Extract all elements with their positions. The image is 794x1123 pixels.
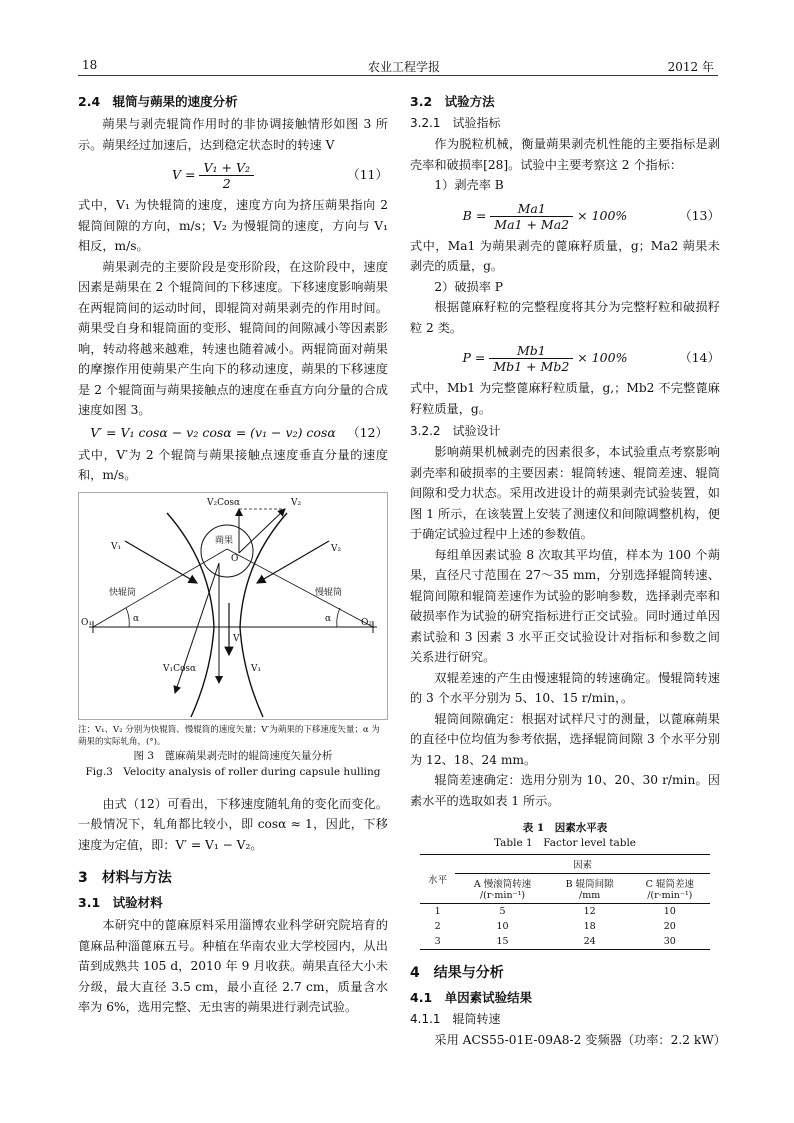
alpha-left-arc: [126, 608, 129, 627]
figure-caption-en: Fig.3 Velocity analysis of roller during capsule hulling: [85, 765, 381, 778]
section-3-2-title: 3.2 试验方法: [410, 94, 495, 109]
table-cell: 1: [420, 904, 455, 920]
capsule-circle: [201, 525, 253, 577]
figure-3-velocity-diagram: [78, 492, 388, 720]
equation-number: （11）: [347, 167, 388, 182]
right-column: [410, 90, 726, 1051]
eq14-numerator: Mb1: [489, 343, 573, 359]
eq11-lhs: V =: [172, 167, 196, 182]
table-header-factor: 因素: [455, 855, 710, 874]
slow-roller-arc: [240, 513, 287, 717]
equation-number: （13）: [679, 207, 720, 223]
figure-note: 注：V₁、V₂ 分别为快辊筒、慢辊筒的速度矢量；V′为蒴果的下移速度矢量；α 为蒴果的实际轧角，(°)。: [78, 724, 380, 747]
eq13-denominator: Ma1 + Ma2: [494, 216, 570, 232]
paragraph: 采用 ACS55-01E-09A8-2 变频器（功率：2.2 kW）: [434, 1033, 726, 1047]
paragraph: 根据蓖麻籽粒的完整程度将其分为完整籽粒和破损籽粒 2 类。: [410, 300, 720, 335]
velocity-diagram-svg: [79, 493, 387, 719]
eq13-numerator: Ma1: [490, 201, 573, 217]
eq14-denominator: Mb1 + Mb2: [493, 359, 570, 374]
table-caption-en: Table 1 Factor level table: [493, 837, 637, 849]
paragraph: 辊筒间隙确定：根据对试样尺寸的测量，以蓖麻蒴果的直径中位均值为参考依据，选择辊筒间隙 3 个水平分别为 12、18、24 mm。: [410, 711, 720, 767]
paragraph: 蒴果与剥壳辊筒作用时的非协调接触情形如图 3 所示。蒴果经过加速后，达到稳定状态时的转速 V: [78, 117, 388, 152]
paragraph: 辊筒差速确定：选用分别为 10、20、30 r/min。因素水平的选取如表 1 所示。: [410, 773, 720, 808]
paragraph: 本研究中的蓖麻原料采用淄博农业科学研究院培育的蓖麻品种淄蓖麻五号。种植在华南农业大学校园内，从出苗到成熟共 105 d，2010 年 9 月收获。蒴果直径大小未分级，最大直径 3.5 cm，最小直径 2.7 cm，质量含水率为 6%，选用完整、无虫害的蒴果进行剥壳试验。: [78, 918, 388, 1014]
label-alpha-right: α: [325, 613, 332, 624]
label-v1-bottom: V₁: [251, 663, 262, 674]
list-item: 2）破损率 P: [434, 279, 503, 294]
section-3-1-title: 3.1 试验材料: [78, 895, 163, 910]
eq14-lhs: P =: [462, 350, 486, 365]
page-number: 18: [82, 58, 98, 72]
table-cell: 20: [663, 921, 676, 932]
table-cell: 30: [630, 934, 710, 950]
table-header-b: [550, 874, 630, 904]
paragraph: 影响蒴果机械剥壳的因素很多，本试验重点考察影响剥壳率和破损率的主要因素：辊筒转速、辊筒差速、辊筒间隙和受力状态。采用改进设计的蒴果剥壳试验装置，如图 1 所示，在该装置上安装了测速仪和间隙调整机构，便于确定试验过程中上述的参数值。: [410, 445, 720, 541]
label-fast-roller: 快辊筒: [109, 587, 137, 598]
paragraph: 双辊差速的产生由慢速辊筒的转速确定。慢辊筒转速的 3 个水平分别为 5、10、15 r/min，。: [410, 670, 720, 705]
table-header-level: 水平: [420, 855, 455, 904]
paragraph: 由式（12）可看出，下移速度随轧角的变化而变化。一般情况下，轧角都比较小，即 cosα ≈ 1，因此，下移速度为定值，即：V′ = V₁ − V₂。: [78, 796, 388, 852]
header-b-unit: /mm: [579, 890, 601, 901]
table-cell: 2: [434, 921, 441, 932]
header-a-label: A 慢滚筒转速: [473, 879, 532, 890]
label-o1: O₁: [81, 617, 92, 628]
label-o2: O₂: [361, 617, 372, 628]
section-3-2-2-title: 3.2.2 试验设计: [410, 424, 501, 438]
v2-arrow: [257, 541, 329, 583]
v2-top-arrow: [239, 509, 285, 553]
v1-arrow: [125, 541, 197, 583]
label-alpha-left: α: [133, 613, 140, 624]
header-b-label: B 辊筒间隙: [565, 879, 614, 890]
header-c-unit: /(r·min⁻¹): [647, 890, 693, 901]
table-row: [420, 919, 710, 934]
label-v2cos-top: V₂Cosα: [207, 497, 241, 508]
eq12-body: V′ = V₁ cosα − v₂ cosα = (v₁ − v₂) cosα: [90, 424, 336, 440]
section-4-1-title: 4.1 单因素试验结果: [410, 990, 533, 1005]
paragraph: 式中，Mb1 为完整蓖麻籽粒质量，g,；Mb2 不完整蓖麻籽粒质量，g。: [410, 381, 720, 416]
equation-14: [410, 338, 720, 378]
label-vprime: V′: [233, 633, 242, 644]
label-v2-right: V₂: [331, 543, 342, 554]
page-header: [78, 56, 718, 76]
section-2-4-title: 2.4 辊筒与蒴果的速度分析: [78, 94, 238, 109]
table-cell: 18: [583, 921, 596, 932]
figure-caption-cn: 图 3 蓖麻蒴果剥壳时的辊筒速度矢量分析: [133, 749, 333, 762]
slow-roller-radius: [227, 549, 373, 627]
section-3-2-1-title: 3.2.1 试验指标: [410, 116, 501, 130]
factor-level-table: [420, 854, 710, 950]
table-row: [420, 934, 710, 950]
eq11-denominator: 2: [222, 176, 231, 191]
label-v1cos: V₁Cosα: [163, 663, 197, 674]
section-3-title: 3 材料与方法: [78, 870, 172, 886]
table-row: [420, 904, 710, 920]
table-cell: 10: [496, 921, 509, 932]
equation-number: （12）: [347, 424, 388, 440]
journal-name: 农业工程学报: [368, 60, 441, 74]
table-caption-cn: 表 1 因素水平表: [522, 822, 608, 834]
left-column: [78, 90, 388, 1018]
paragraph: 式中，V′为 2 个辊筒与蒴果接触点速度垂直分量的速度和，m/s。: [78, 447, 388, 482]
paragraph: 式中，V₁ 为快辊筒的速度，速度方向为挤压蒴果指向 2 辊筒间隙的方向，m/s；V₂ 为慢辊筒的速度，方向与 V₁ 相反，m/s。: [78, 198, 388, 253]
table-header-c: [630, 874, 710, 904]
label-v2-top: V₂: [291, 497, 302, 508]
equation-number: （14）: [679, 350, 720, 365]
equation-13: [410, 196, 720, 236]
table-cell: 12: [550, 904, 630, 920]
alpha-right-arc: [337, 608, 340, 627]
table-cell: 10: [630, 904, 710, 920]
label-v1-left: V₁: [111, 541, 122, 552]
label-o: O: [231, 553, 239, 564]
eq14-tail: × 100%: [577, 350, 628, 365]
label-capsule: 蒴果: [215, 535, 234, 546]
table-cell: 3: [420, 934, 455, 950]
fast-roller-arc: [167, 513, 214, 717]
section-4-1-1-title: 4.1.1 辊筒转速: [410, 1012, 501, 1026]
table-cell: 15: [455, 934, 549, 950]
equation-11: [78, 155, 388, 195]
eq13-lhs: B =: [462, 207, 487, 223]
table-cell: 5: [455, 904, 549, 920]
list-item: 1）剥壳率 B: [434, 178, 504, 192]
paragraph: 式中，Ma1 为蒴果剥壳的蓖麻籽质量，g；Ma2 蒴果未剥壳的质量，g。: [410, 238, 720, 273]
header-c-label: C 辊筒差速: [645, 879, 694, 890]
equation-12: [78, 421, 388, 445]
paragraph: 蒴果剥壳的主要阶段是变形阶段，在这阶段中，速度因素是蒴果在 2 个辊筒间的下移速度。下移速度影响蒴果在两辊筒间的运动时间，即辊筒对蒴果剥壳的作用时间。蒴果受自身和辊筒面的变形、辊筒间的间隙减小等因素影响，转动将越来越难，转速也随着减小。两辊筒面对蒴果的摩擦作用使蒴果产生向下的移动速度，蒴果的下移速度是 2 个辊筒面与蒴果接触点的速度在垂直方向分量的合成速度如图 3。: [78, 259, 388, 417]
section-4-title: 4 结果与分析: [410, 965, 504, 981]
header-a-unit: /(r·min⁻¹): [479, 890, 526, 901]
table-cell: 24: [550, 934, 630, 950]
eq11-numerator: V₁ + V₂: [199, 160, 254, 176]
paragraph: 每组单因素试验 8 次取其平均值，样本为 100 个蒴果，直径尺寸范围在 27～35 mm，分别选择辊筒转速、辊筒间隙和辊筒差速作为试验的影响参数，选择剥壳率和破损率作为试验的研究指标进行正交试验。同时通过单因素试验和 3 因素 3 水平正交试验设计对指标和参数之间关系进行研究。: [410, 547, 720, 664]
table-header-a: [455, 874, 549, 904]
paragraph: 作为脱粒机械，衡量蒴果剥壳机性能的主要指标是剥壳率和破损率[28]。试验中主要考察这 2 个指标：: [410, 137, 720, 172]
header-year: 2012 年: [667, 60, 714, 74]
eq13-tail: × 100%: [577, 207, 628, 223]
label-slow-roller: 慢辊筒: [315, 587, 343, 598]
